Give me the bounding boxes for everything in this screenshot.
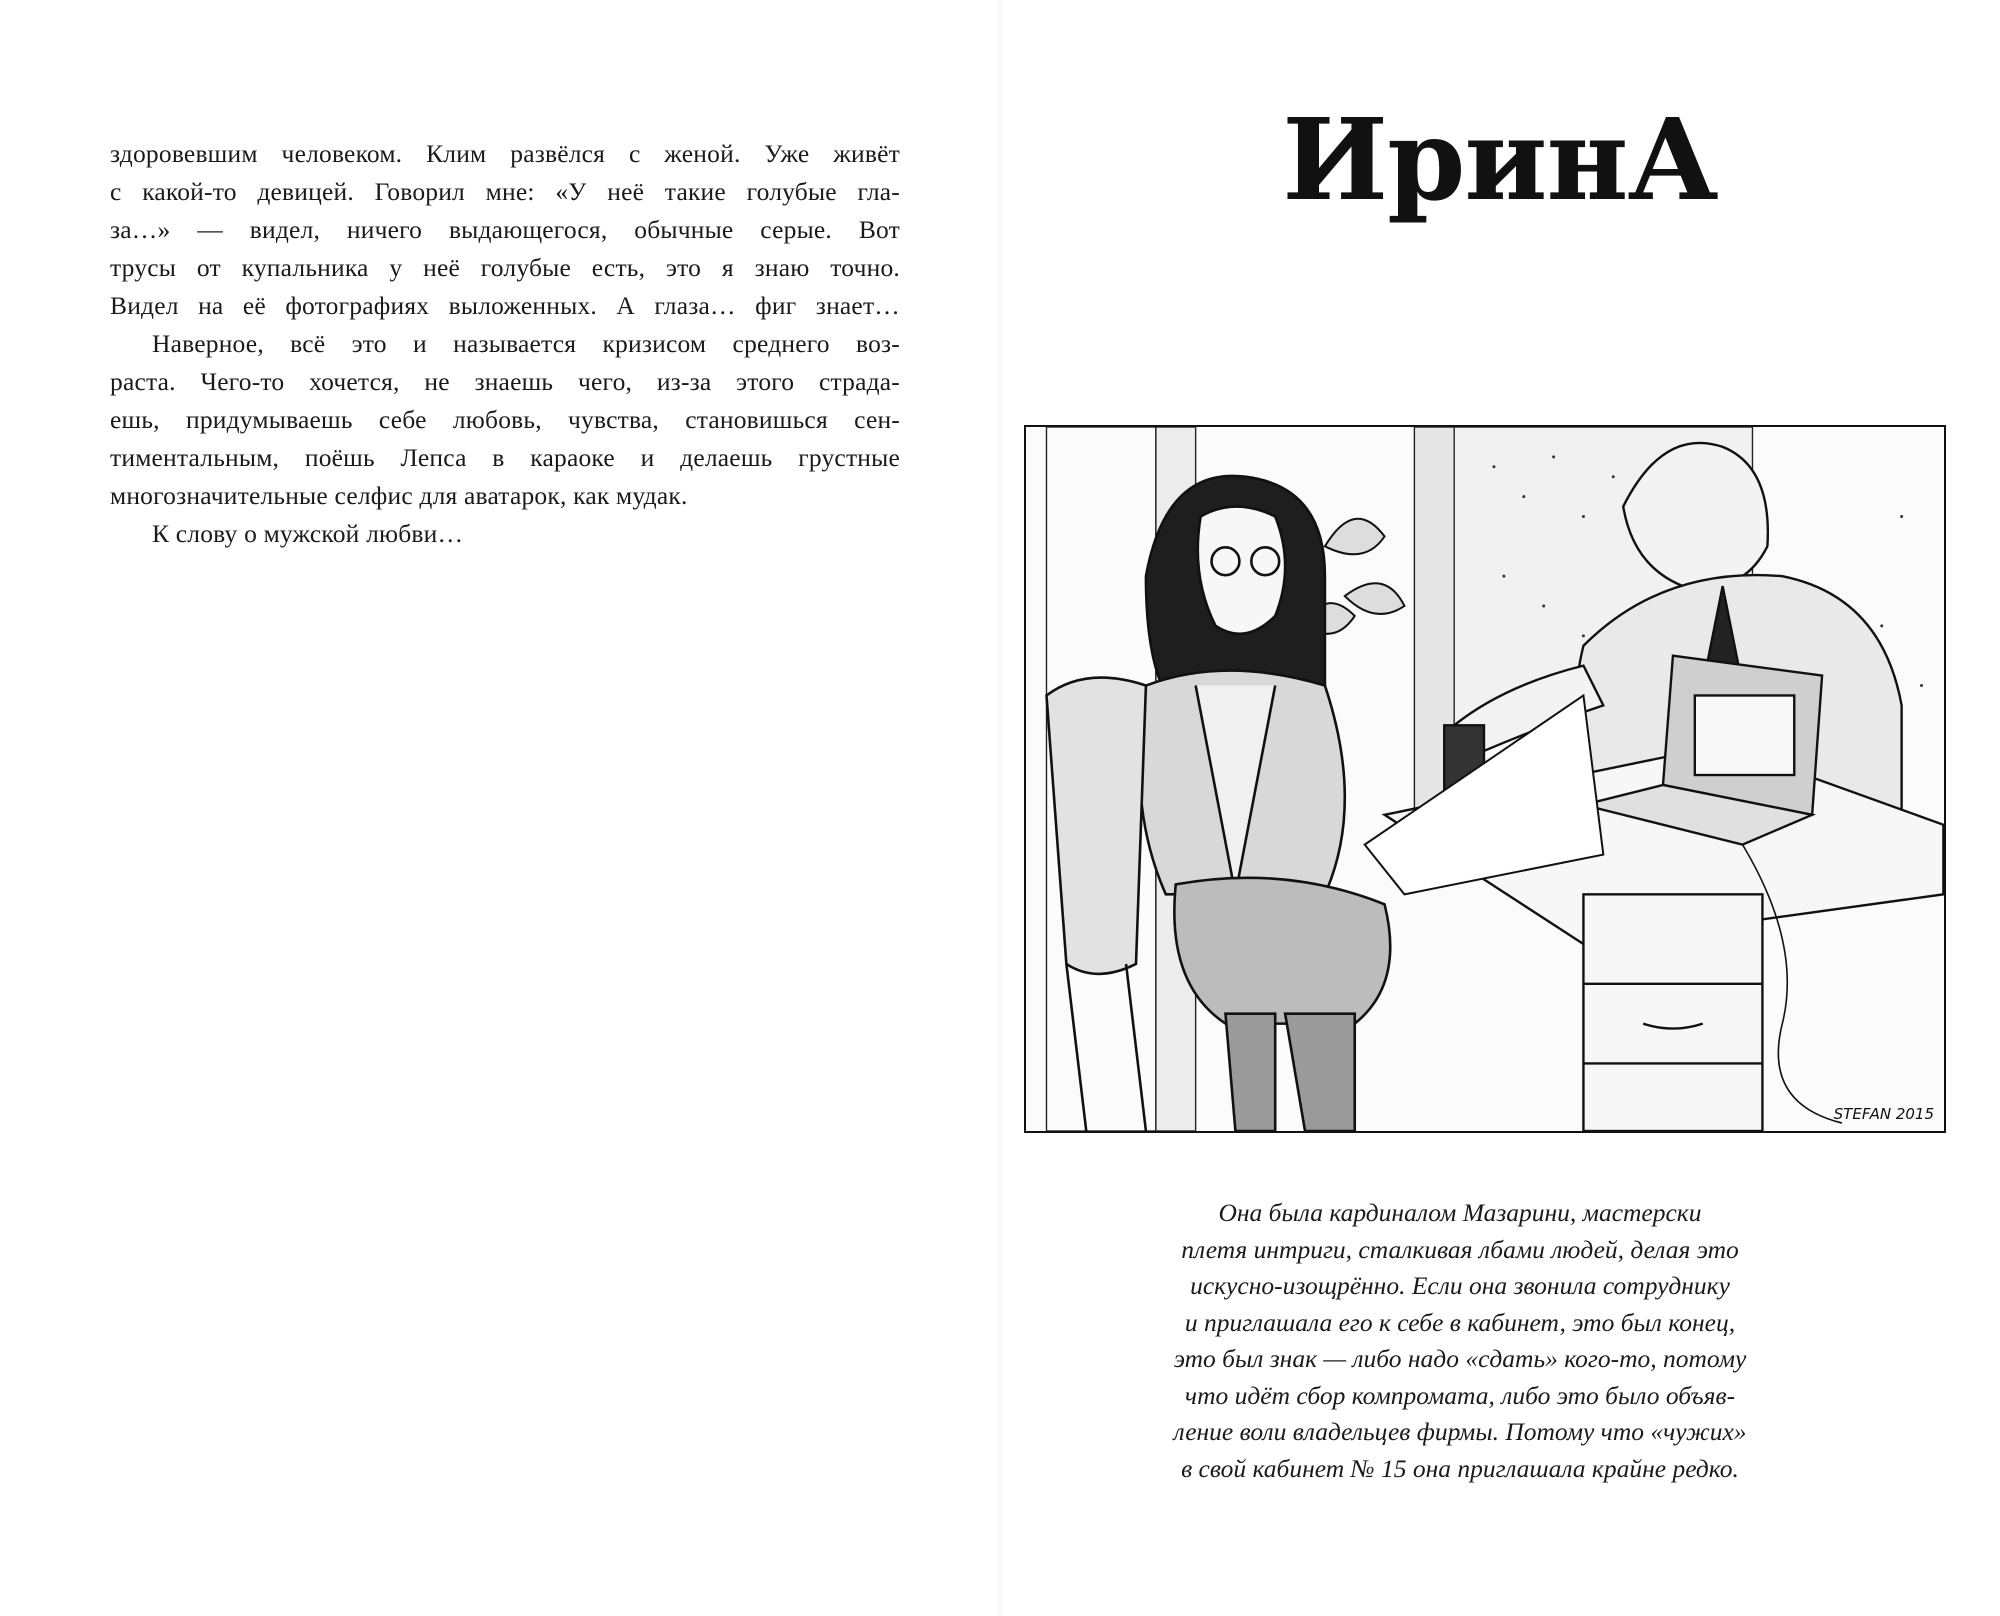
text-line: здоровевшим человеком. Клим развёлся с женой. Уже живёт — [110, 139, 900, 168]
text-line: за…» — видел, ничего выдающегося, обычные серые. Вот — [110, 215, 900, 244]
text-line: тиментальным, поёшь Лепса в караоке и делаешь грустные — [110, 443, 900, 472]
illustration-caption — [1130, 1195, 1790, 1487]
caption-line: в свой кабинет № 15 она приглашала крайне редко. — [1181, 1453, 1739, 1483]
text-line: многозначительные селфис для аватарок, как мудак. — [110, 481, 688, 510]
caption-line: что идёт сбор компромата, либо это было объяв- — [1184, 1380, 1736, 1410]
text-line: с какой-то девицей. Говорил мне: «У неё такие голубые гла- — [110, 177, 900, 206]
office-scene-drawing — [1026, 427, 1944, 1131]
caption-line: искусно-изощрённо. Если она звонила сотруднику — [1190, 1271, 1730, 1300]
caption-line: плетя интриги, сталкивая лбами людей, делая это — [1181, 1234, 1739, 1264]
text-line: К слову о мужской любви… — [152, 519, 464, 548]
page-gutter — [998, 0, 1002, 1616]
caption-line: и приглашала его к себе в кабинет, это был конец, — [1184, 1307, 1736, 1337]
text-line: Наверное, всё это и называется кризисом среднего воз- — [152, 329, 900, 358]
artist-signature: STEFAN 2015 — [1833, 1105, 1934, 1123]
ink-illustration — [1024, 425, 1946, 1133]
caption-line: ление воли владельцев фирмы. Потому что «чужих» — [1173, 1417, 1747, 1446]
text-line: трусы от купальника у неё голубые есть, это я знаю точно. — [110, 253, 900, 282]
caption-line: Она была кардиналом Мазарини, мастерски — [1218, 1198, 1702, 1227]
text-line: ешь, придумываешь себе любовь, чувства, становишься сен- — [110, 405, 900, 434]
text-line: раста. Чего-то хочется, не знаешь чего, из-за этого страда- — [110, 367, 900, 396]
caption-line: это был знак — либо надо «сдать» кого-то, потому — [1173, 1344, 1747, 1373]
left-page-text — [110, 135, 900, 553]
chapter-title: ИринА — [1282, 95, 1718, 226]
text-line: Видел на её фотографиях выложенных. А глаза… фиг знает… — [110, 291, 900, 320]
